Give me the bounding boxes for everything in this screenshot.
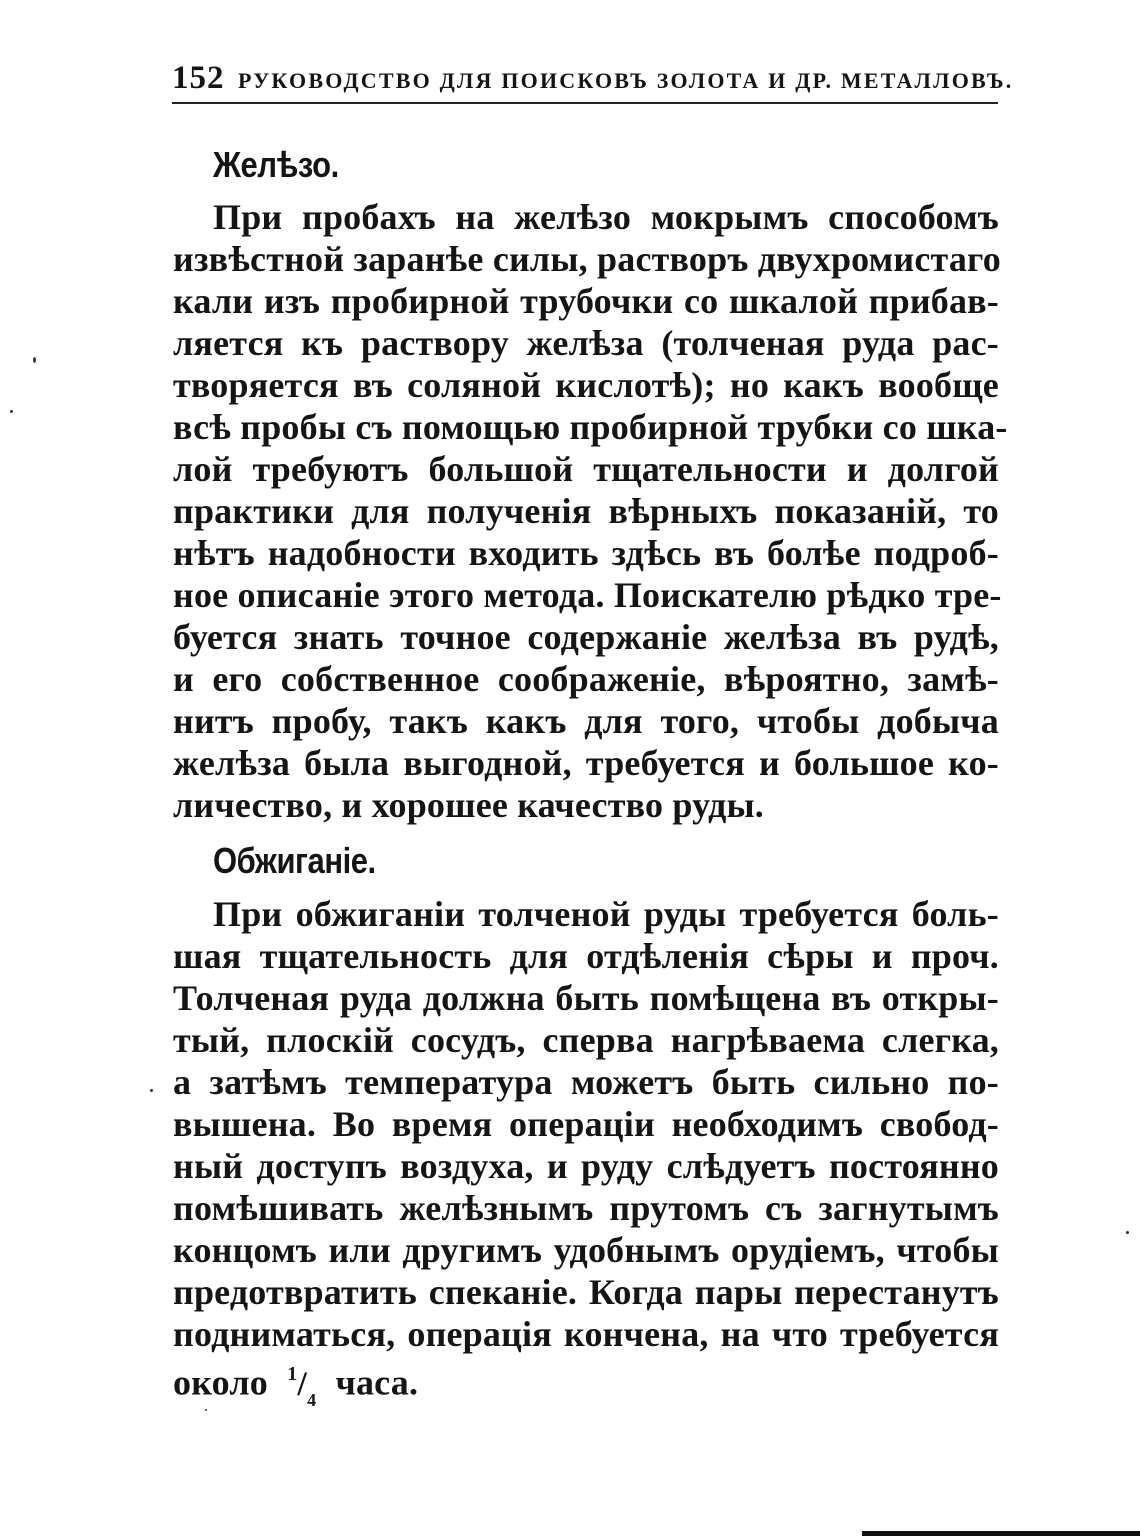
text-line: извѣстной заранѣе силы, растворъ двухромистаго	[173, 239, 1001, 279]
scan-speck	[150, 1089, 153, 1092]
text-line: концомъ или другимъ удобнымъ орудіемъ, чтобы	[173, 1230, 999, 1270]
final-line-end: часа.	[335, 1362, 419, 1403]
text-line: Толченая руда должна быть помѣщена въ откры-	[173, 978, 999, 1018]
running-head	[172, 58, 1014, 104]
fraction-numerator: 1	[287, 1363, 298, 1385]
scan-speck	[205, 1409, 207, 1411]
text-line: буется знать точное содержаніе желѣза въ рудѣ,	[173, 617, 999, 657]
text-line: помѣшивать желѣзнымъ прутомъ съ загнутымъ	[173, 1188, 999, 1228]
scan-bottom-edge	[862, 1531, 1140, 1536]
text-line: вышена. Во время операціи необходимъ свобод-	[173, 1104, 999, 1144]
text-line: практики для полученія вѣрныхъ показаній, то	[173, 491, 999, 531]
scan-speck	[1126, 1231, 1129, 1234]
text-line: творяется въ соляной кислотѣ); но какъ вообще	[173, 365, 999, 405]
text-line: ный доступъ воздуха, и руду слѣдуетъ постоянно	[173, 1146, 999, 1186]
section-heading-roasting: Обжиганіе.	[213, 840, 376, 881]
scan-speck	[10, 410, 13, 413]
page-number: 152	[172, 60, 225, 96]
text-line: и его собственное соображеніе, вѣроятно, замѣ-	[173, 659, 999, 699]
running-title: РУКОВОДСТВО ДЛЯ ПОИСКОВЪ ЗОЛОТА И ДР. МЕТАЛЛОВЪ.	[238, 68, 1014, 93]
text-line: При обжиганіи толченой руды требуется боль-	[213, 894, 999, 934]
text-line: кали изъ пробирной трубочки со шкалой прибав-	[173, 281, 999, 321]
quarter-fraction	[287, 1355, 316, 1417]
text-line: нѣтъ надобности входить здѣсь въ болѣе подроб-	[173, 533, 999, 573]
fraction-denominator: 4	[307, 1390, 317, 1411]
text-line: ное описаніе этого метода. Поискателю рѣдко тре-	[173, 575, 1002, 615]
final-text-line	[173, 1355, 999, 1411]
text-line: желѣза была выгодной, требуется и большое ко-	[173, 743, 999, 783]
text-line: подниматься, операція кончена, на что требуется	[173, 1314, 999, 1354]
text-line: ляется къ раствору желѣза (толченая руда рас-	[173, 323, 999, 363]
text-line: лой требуютъ большой тщательности и долгой	[173, 449, 999, 489]
fraction-slash: /	[297, 1365, 308, 1403]
section-heading-iron: Желѣзо.	[213, 144, 339, 185]
scan-speck	[33, 357, 36, 363]
text-line: всѣ пробы съ помощью пробирной трубки со шка-	[173, 407, 1008, 447]
text-line: а затѣмъ температура можетъ быть сильно по-	[173, 1062, 999, 1102]
final-line-start: около	[173, 1362, 268, 1403]
text-line: личество, и хорошее качество руды.	[173, 785, 764, 825]
text-line: предотвратить спеканіе. Когда пары перестанутъ	[173, 1272, 999, 1312]
text-line: нитъ пробу, такъ какъ для того, чтобы добыча	[173, 701, 999, 741]
text-line: тый, плоскій сосудъ, сперва нагрѣваема слегка,	[173, 1020, 999, 1060]
text-line: При пробахъ на желѣзо мокрымъ способомъ	[213, 197, 999, 237]
text-line: шая тщательность для отдѣленія сѣры и проч.	[173, 936, 999, 976]
